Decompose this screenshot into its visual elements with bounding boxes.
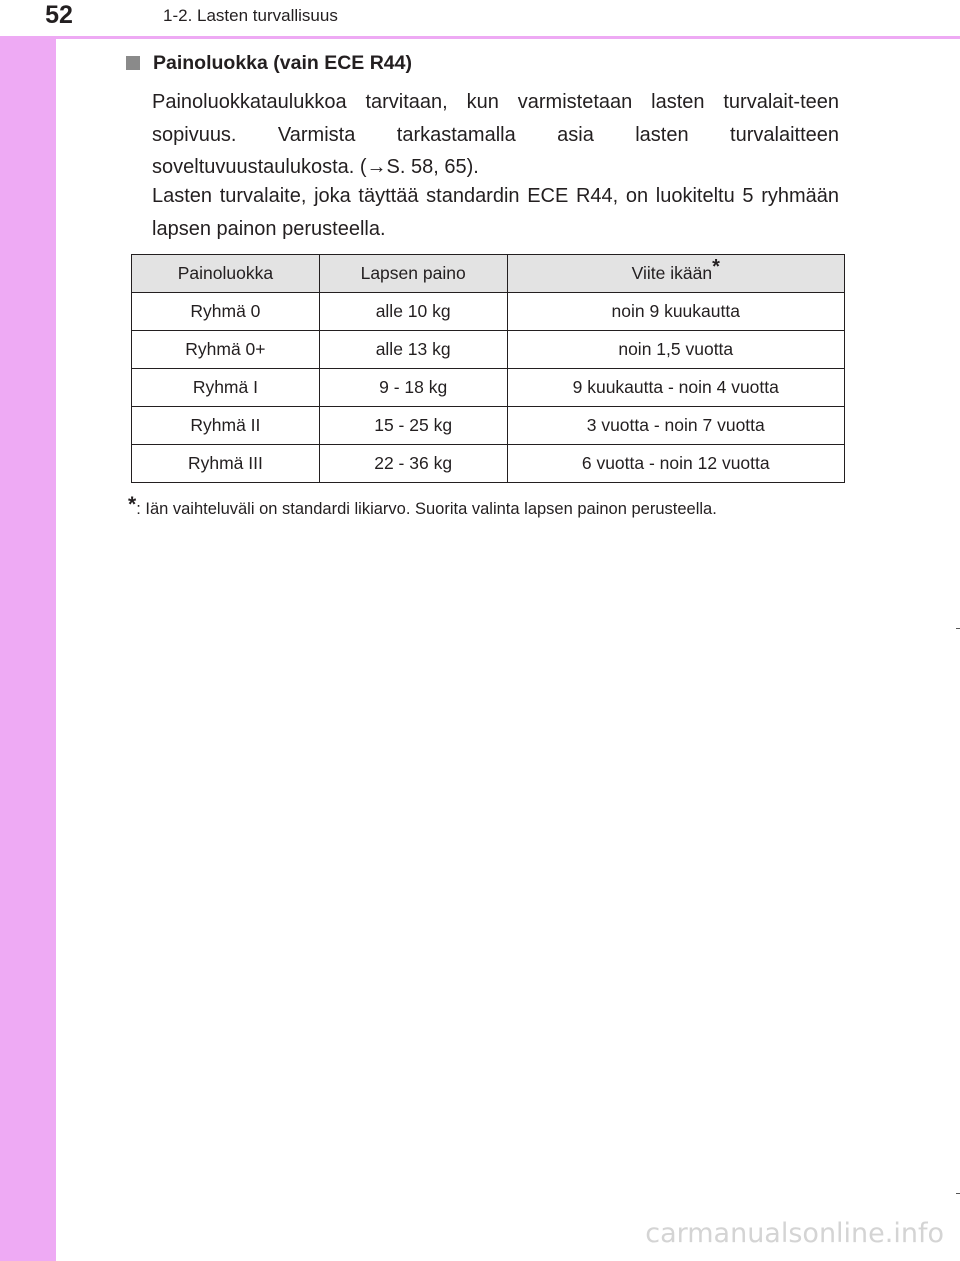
table-cell: 9 kuukautta - noin 4 vuotta bbox=[507, 369, 844, 407]
header-child-weight: Lapsen paino bbox=[319, 255, 507, 293]
table-cell: Ryhmä I bbox=[132, 369, 320, 407]
edge-mark bbox=[956, 628, 960, 629]
table-cell: Ryhmä 0 bbox=[132, 293, 320, 331]
section-heading bbox=[126, 50, 412, 76]
table-cell: 22 - 36 kg bbox=[319, 445, 507, 483]
table-cell: noin 9 kuukautta bbox=[507, 293, 844, 331]
table-cell: Ryhmä III bbox=[132, 445, 320, 483]
square-bullet-icon bbox=[126, 56, 140, 70]
table-header-row bbox=[132, 255, 845, 293]
table-row bbox=[132, 331, 845, 369]
classification-paragraph: Lasten turvalaite, joka täyttää standardin ECE R44, on luokiteltu 5 ryhmään lapsen painon perusteella. bbox=[152, 185, 839, 240]
table-cell: 15 - 25 kg bbox=[319, 407, 507, 445]
table-cell: 3 vuotta - noin 7 vuotta bbox=[507, 407, 844, 445]
footnote-text: : Iän vaihteluväli on standardi likiarvo. Suorita valinta lapsen painon perusteella. bbox=[136, 500, 717, 518]
table-footnote bbox=[128, 493, 717, 521]
table-cell: noin 1,5 vuotta bbox=[507, 331, 844, 369]
table-cell: 6 vuotta - noin 12 vuotta bbox=[507, 445, 844, 483]
header-weight-class: Painoluokka bbox=[132, 255, 320, 293]
section-title: Painoluokka (vain ECE R44) bbox=[153, 52, 412, 74]
table-row bbox=[132, 369, 845, 407]
page-number: 52 bbox=[0, 0, 118, 36]
header-age-reference bbox=[507, 255, 844, 293]
page-sidebar-band bbox=[0, 0, 56, 1261]
intro-paragraph: Painoluokkataulukkoa tarvitaan, kun varmistetaan lasten turvalait-teen sopivuus. Varmista tarkastamalla asia lasten turvalaitteen soveltuvuustaulukosta. (→S. 58, 65). bbox=[152, 91, 839, 178]
chapter-title: 1-2. Lasten turvallisuus bbox=[163, 6, 338, 25]
header-divider bbox=[56, 36, 960, 39]
table-cell: alle 13 kg bbox=[319, 331, 507, 369]
table-cell: Ryhmä 0+ bbox=[132, 331, 320, 369]
table-cell: Ryhmä II bbox=[132, 407, 320, 445]
header-age-label: Viite ikään bbox=[631, 263, 713, 283]
edge-mark bbox=[956, 1193, 960, 1194]
table-cell: 9 - 18 kg bbox=[319, 369, 507, 407]
weight-class-table bbox=[131, 254, 845, 483]
table-cell: alle 10 kg bbox=[319, 293, 507, 331]
table-row bbox=[132, 445, 845, 483]
table-row bbox=[132, 293, 845, 331]
table-row bbox=[132, 407, 845, 445]
footnote-marker: * bbox=[712, 256, 720, 278]
footnote-star: * bbox=[128, 493, 137, 516]
watermark: carmanualsonline.info bbox=[645, 1218, 944, 1249]
